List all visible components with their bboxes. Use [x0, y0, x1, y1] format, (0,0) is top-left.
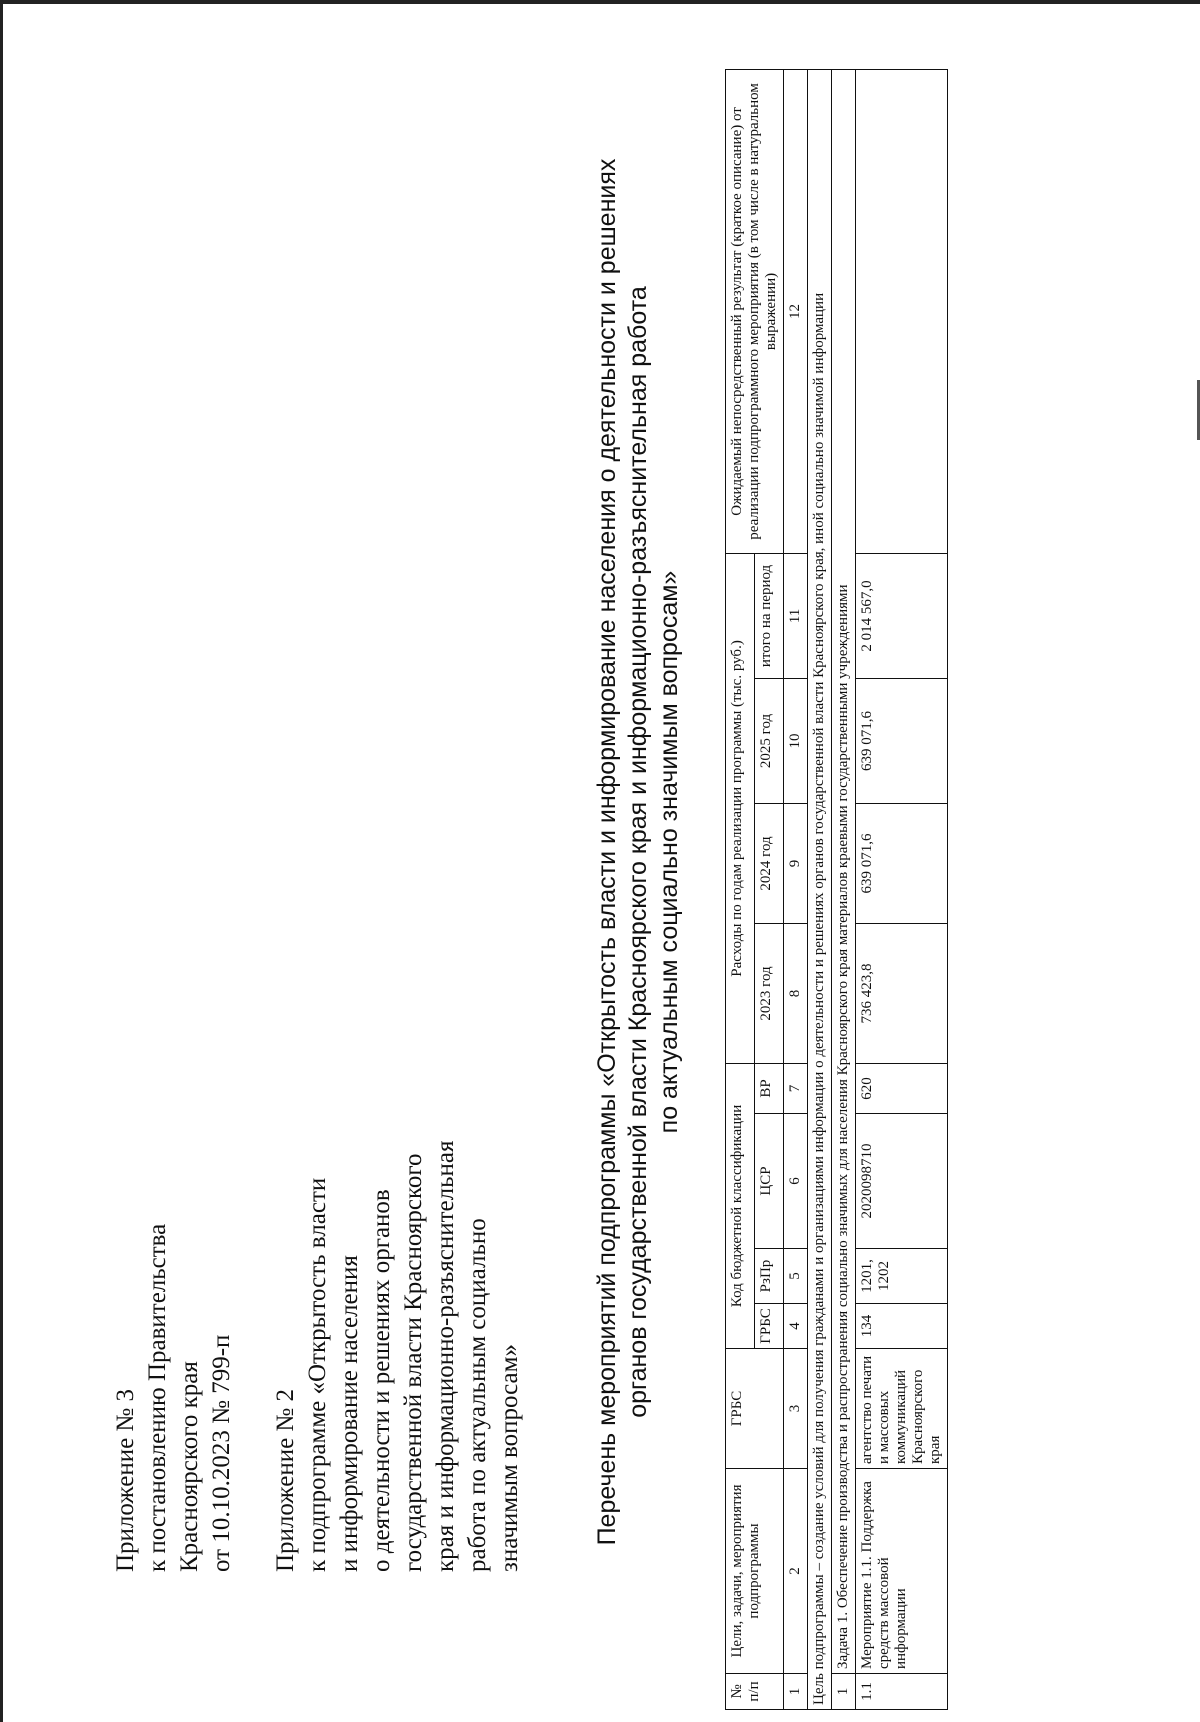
subheader-vr: ВР — [755, 1063, 784, 1113]
row-2024: 639 071,6 — [856, 803, 948, 923]
subheader-2025: 2025 год — [755, 678, 784, 803]
header-goals: Цели, задачи, мероприятия подпрограммы — [726, 1469, 784, 1674]
appendix-line: работа по актуальным социально — [464, 1218, 491, 1572]
appendix-line: Приложение № 2 — [272, 1388, 299, 1572]
row-result — [856, 69, 948, 553]
subheader-rzpr: РзПр — [755, 1249, 784, 1304]
row-csr: 2020098710 — [856, 1114, 948, 1249]
column-number: 7 — [784, 1063, 808, 1113]
task-num: 1 — [832, 1674, 856, 1710]
row-activity-name: Мероприятие 1.1. Поддержка средств массовой информации — [856, 1469, 948, 1674]
header-budget-code: Код бюджетной классификации — [726, 1063, 755, 1348]
appendix-line: Приложение № 3 — [112, 1388, 139, 1572]
appendix-line: Красноярского края — [176, 1361, 203, 1572]
appendix-line: к подпрограмме «Открытость власти — [304, 1177, 331, 1572]
title-line: органов государственной власти Красноярского края и информационно-разъяснительная работа — [624, 286, 652, 1418]
column-number: 10 — [784, 678, 808, 803]
subheader-total: итого на период — [755, 553, 784, 678]
appendix-line: о деятельности и решениях органов — [368, 1189, 395, 1572]
goal-text: Цель подпрограммы – создание условий для получения гражданами и организациями информации о деятельности и решениях органов государственной власти Красноярского края, иной социально значимой информации — [808, 69, 832, 1709]
document-title — [592, 42, 685, 1662]
subheader-grbs: ГРБС — [755, 1304, 784, 1349]
goal-row — [808, 69, 832, 1709]
task-text: Задача 1. Обеспечение производства и распространения социально значимых для населения Красноярского края материалов краевыми государственными учреждениями — [832, 69, 856, 1673]
activities-table — [725, 69, 948, 1710]
appendix-line: края и информационно-разъяснительная — [432, 1140, 459, 1572]
header-row — [726, 69, 755, 1709]
subheader-csr: ЦСР — [755, 1114, 784, 1249]
column-number: 6 — [784, 1114, 808, 1249]
appendix-header-main — [110, 1224, 238, 1572]
row-vr: 620 — [856, 1063, 948, 1113]
appendix-line: значимым вопросам» — [496, 1344, 523, 1572]
column-number: 3 — [784, 1349, 808, 1469]
row-2023: 736 423,8 — [856, 923, 948, 1063]
row-total: 2 014 567,0 — [856, 553, 948, 678]
table-row — [856, 69, 948, 1709]
column-number: 12 — [784, 69, 808, 553]
appendix-line: и информирование населения — [336, 1255, 363, 1572]
appendix-line: от 10.10.2023 № 799-п — [208, 1334, 235, 1572]
column-number: 1 — [784, 1674, 808, 1710]
column-number: 8 — [784, 923, 808, 1063]
subheader-2024: 2024 год — [755, 803, 784, 923]
header-grbs: ГРБС — [726, 1349, 784, 1469]
row-grbs-name: агентство печати и массовых коммуникаций Красноярского края — [856, 1349, 948, 1469]
appendix-line: к постановлению Правительства — [144, 1223, 171, 1572]
header-num: № п/п — [726, 1674, 784, 1710]
row-grbs: 134 — [856, 1304, 948, 1349]
column-number: 4 — [784, 1304, 808, 1349]
row-rzpr: 1201, 1202 — [856, 1249, 948, 1304]
appendix-line: государственной власти Красноярского — [400, 1153, 427, 1572]
column-number: 11 — [784, 553, 808, 678]
column-number: 9 — [784, 803, 808, 923]
appendix-header-sub — [270, 1141, 526, 1572]
title-line: Перечень мероприятий подпрограммы «Открытость власти и информирование населения о деятельности и решениях — [593, 158, 621, 1546]
header-result: Ожидаемый непосредственный результат (краткое описание) от реализации подпрограммного мероприятия (в том числе в натуральном выражении) — [726, 69, 784, 553]
column-number: 2 — [784, 1469, 808, 1674]
column-number-row — [784, 69, 808, 1709]
row-num: 1.1 — [856, 1674, 948, 1710]
task-row — [832, 69, 856, 1709]
row-2025: 639 071,6 — [856, 678, 948, 803]
column-number: 5 — [784, 1249, 808, 1304]
subheader-2023: 2023 год — [755, 923, 784, 1063]
title-line: по актуальным социально значимым вопросам» — [655, 570, 683, 1134]
header-expenses: Расходы по годам реализации программы (тыс. руб.) — [726, 553, 755, 1063]
